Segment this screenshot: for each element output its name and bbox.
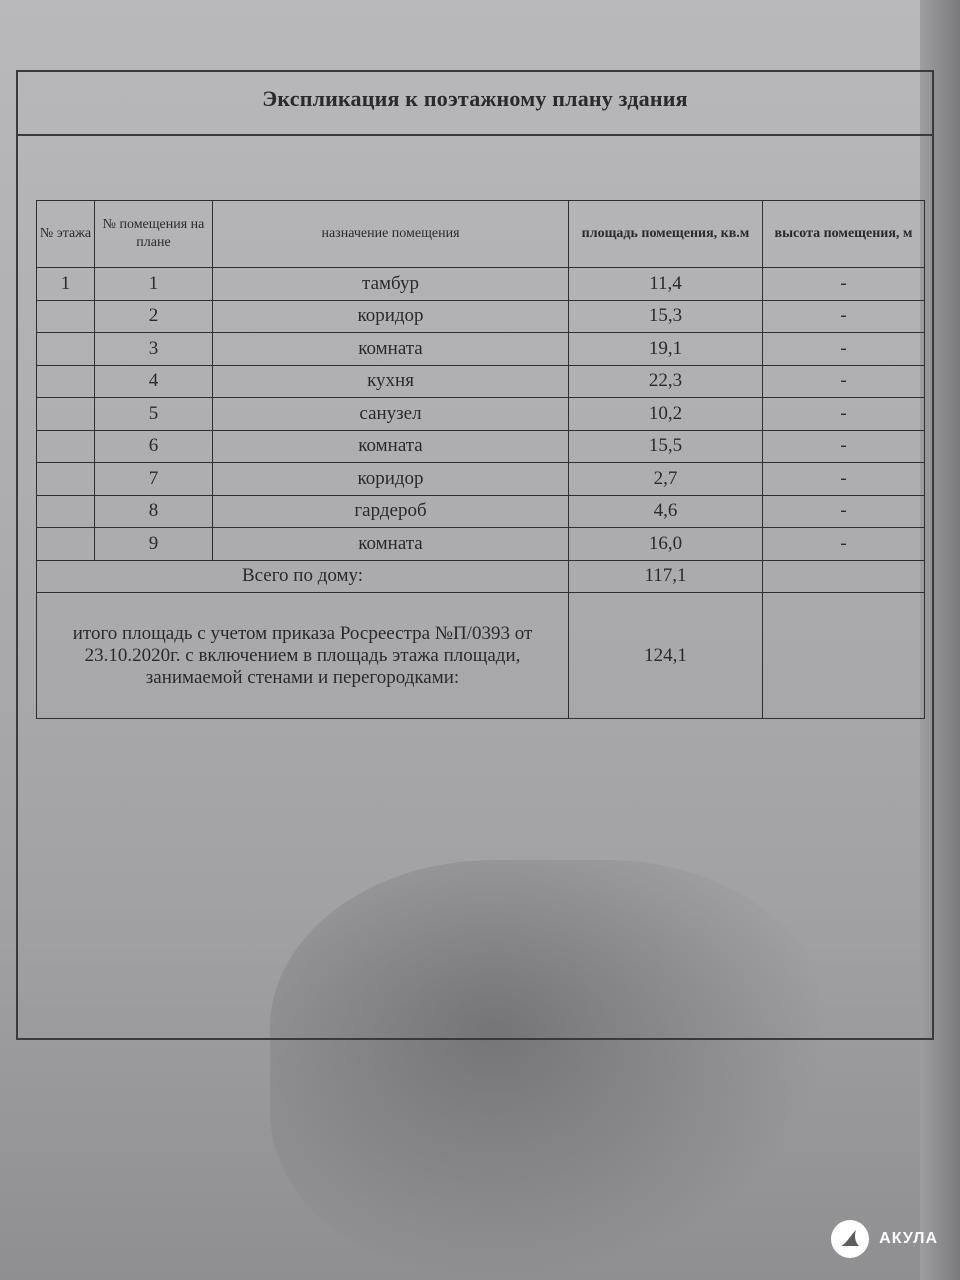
- cell-floor: [37, 495, 95, 528]
- cell-floor: 1: [37, 268, 95, 301]
- explication-table: [36, 200, 925, 719]
- cell-floor: [37, 463, 95, 496]
- cell-area: 16,0: [569, 528, 763, 561]
- title-divider: [18, 134, 932, 136]
- cell-area: 15,3: [569, 300, 763, 333]
- cell-area: 15,5: [569, 430, 763, 463]
- note-text: итого площадь с учетом приказа Росреестра №П/0393 от 23.10.2020г. с включением в площадь этажа площади, занимаемой стенами и перегородками:: [37, 593, 569, 719]
- table-body: [37, 268, 925, 561]
- cell-purpose: коридор: [213, 463, 569, 496]
- watermark-brand: АКУЛА: [879, 1230, 938, 1247]
- header-room-number: № помещения на плане: [95, 201, 213, 268]
- shark-fin-icon: [831, 1220, 869, 1258]
- cell-area: 10,2: [569, 398, 763, 431]
- cell-floor: [37, 365, 95, 398]
- cell-room-number: 7: [95, 463, 213, 496]
- cell-height: -: [763, 463, 925, 496]
- cell-room-number: 8: [95, 495, 213, 528]
- cell-purpose: санузел: [213, 398, 569, 431]
- table-row: [37, 365, 925, 398]
- cell-room-number: 6: [95, 430, 213, 463]
- cell-area: 22,3: [569, 365, 763, 398]
- cell-height: -: [763, 495, 925, 528]
- cell-room-number: 1: [95, 268, 213, 301]
- cell-area: 4,6: [569, 495, 763, 528]
- table-row: [37, 333, 925, 366]
- cell-purpose: кухня: [213, 365, 569, 398]
- cell-floor: [37, 333, 95, 366]
- table-row: [37, 528, 925, 561]
- cell-area: 2,7: [569, 463, 763, 496]
- header-purpose: назначение помещения: [213, 201, 569, 268]
- cell-area: 11,4: [569, 268, 763, 301]
- document-title: Экспликация к поэтажному плану здания: [262, 86, 688, 111]
- cell-height: -: [763, 365, 925, 398]
- cell-purpose: гардероб: [213, 495, 569, 528]
- table-row: [37, 268, 925, 301]
- cell-floor: [37, 398, 95, 431]
- total-value: 117,1: [569, 560, 763, 593]
- cell-purpose: комната: [213, 528, 569, 561]
- cell-floor: [37, 528, 95, 561]
- watermark-logo: [831, 1220, 938, 1258]
- header-floor: № этажа: [37, 201, 95, 268]
- note-row: [37, 593, 925, 719]
- cell-purpose: комната: [213, 430, 569, 463]
- cell-height: -: [763, 398, 925, 431]
- cell-room-number: 5: [95, 398, 213, 431]
- cell-height: -: [763, 528, 925, 561]
- cell-purpose: тамбур: [213, 268, 569, 301]
- cell-height: -: [763, 268, 925, 301]
- cell-height: -: [763, 300, 925, 333]
- cell-room-number: 4: [95, 365, 213, 398]
- note-value: 124,1: [569, 593, 763, 719]
- cell-purpose: комната: [213, 333, 569, 366]
- cell-height: -: [763, 430, 925, 463]
- total-label: Всего по дому:: [37, 560, 569, 593]
- table-row: [37, 495, 925, 528]
- cell-room-number: 3: [95, 333, 213, 366]
- header-height: высота помещения, м: [763, 201, 925, 268]
- note-height-cell: [763, 593, 925, 719]
- cell-floor: [37, 300, 95, 333]
- table-header-row: [37, 201, 925, 268]
- table-row: [37, 398, 925, 431]
- table-row: [37, 300, 925, 333]
- table-row: [37, 430, 925, 463]
- cell-purpose: коридор: [213, 300, 569, 333]
- cell-floor: [37, 430, 95, 463]
- cell-area: 19,1: [569, 333, 763, 366]
- cell-height: -: [763, 333, 925, 366]
- total-height-cell: [763, 560, 925, 593]
- header-area: площадь помещения, кв.м: [569, 201, 763, 268]
- cell-room-number: 2: [95, 300, 213, 333]
- cell-room-number: 9: [95, 528, 213, 561]
- total-row: [37, 560, 925, 593]
- table-row: [37, 463, 925, 496]
